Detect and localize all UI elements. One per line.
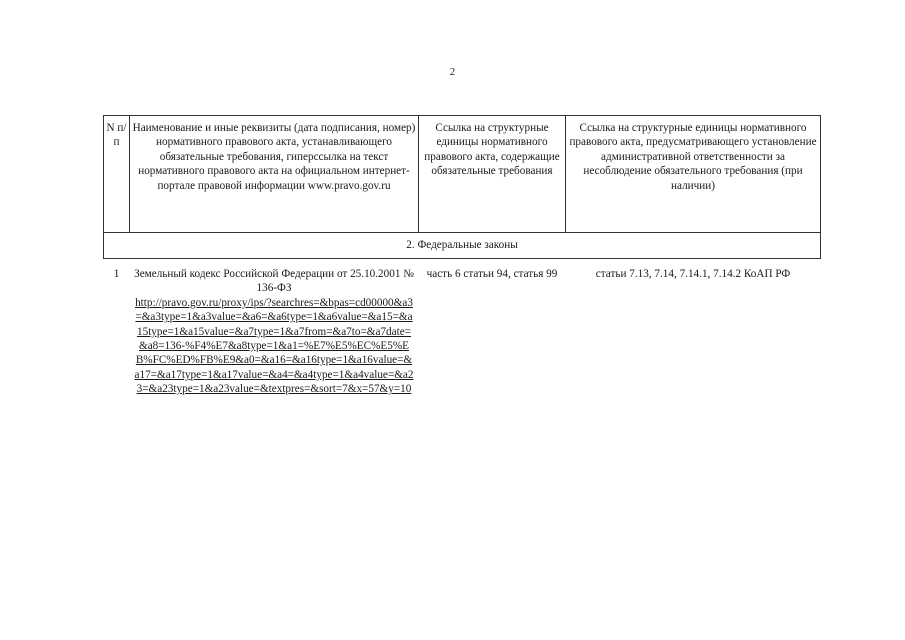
page-number: 2 [449,66,456,78]
admin-liability-cell: статьи 7.13, 7.14, 7.14.1, 7.14.2 КоАП РФ [595,268,791,280]
table-header-row [104,116,821,233]
header-structural-units: Ссылка на структурные единицы нормативного правового акта, содержащие обязательные требования [419,116,566,233]
row-number: 1 [113,268,120,280]
section-title: 2. Федеральные законы [104,233,821,259]
header-number: N п/п [104,116,130,233]
table-row [104,259,821,397]
header-act-name: Наименование и иные реквизиты (дата подписания, номер) нормативного правового акта, устанавливающего обязательные требования, гиперссылка на текст нормативного правового акта на официальном интернет-портале правовой информации www.pravo.gov.ru [130,116,419,233]
act-title: Земельный кодекс Российской Федерации от 25.10.2001 № 136-ФЗ [134,268,414,295]
requirements-table [103,115,821,397]
structural-units-cell: часть 6 статьи 94, статья 99 [426,268,558,280]
act-cell [130,259,419,397]
header-admin-liability: Ссылка на структурные единицы нормативного правового акта, предусматривающего установление административной ответственности за несоблюдение обязательного требования (при наличии) [566,116,821,233]
act-hyperlink[interactable]: http://pravo.gov.ru/proxy/ips/?searchres=&bpas=cd00000&a3=&a3type=1&a3value=&a6=&a6type=1&a6value=&a15=&a15type=1&a15value=&a7type=1&a7from=&a7to=&a7date=&a8=136-%F4%E7&a8type=1&a1=%E7%E5%EC%E5%EB%FC%ED%FB%E9&a0=&a16=&a16type=1&a16value=&a17=&a17type=1&a17value=&a4=&a4type=1&a4value=&a23=&a23type=1&a23value=&textpres=&sort=7&x=57&y=10 [134,296,414,396]
section-row [104,233,821,259]
